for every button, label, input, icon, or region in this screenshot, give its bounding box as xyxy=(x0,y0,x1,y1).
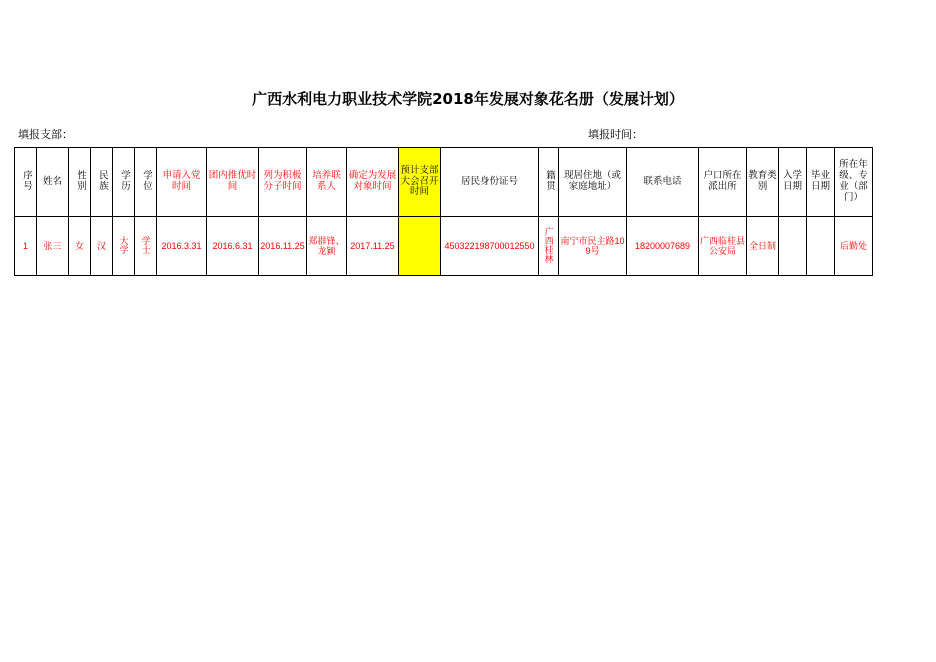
cell-value: 1 xyxy=(22,240,28,251)
table-cell-17[interactable] xyxy=(747,217,779,276)
column-header-1 xyxy=(37,148,69,217)
table-cell-20[interactable] xyxy=(835,217,873,276)
cell-value: 2016.6.31 xyxy=(212,240,253,251)
column-header-6 xyxy=(157,148,207,217)
column-header-11 xyxy=(399,148,441,217)
column-header-label: 学位 xyxy=(140,169,152,191)
column-header-label: 教育类别 xyxy=(748,170,777,192)
column-header-label: 毕业日期 xyxy=(810,170,830,192)
table-cell-7[interactable] xyxy=(207,217,259,276)
column-header-2 xyxy=(69,148,91,217)
table-cell-13[interactable] xyxy=(539,217,559,276)
column-header-4 xyxy=(113,148,135,217)
table-cell-14[interactable] xyxy=(559,217,627,276)
column-header-label: 团内推优时间 xyxy=(208,170,257,192)
column-header-label: 培养联系人 xyxy=(312,170,341,192)
column-header-label: 申请入党时间 xyxy=(162,170,201,192)
table-cell-19[interactable] xyxy=(807,217,835,276)
column-header-label: 籍贯 xyxy=(543,169,555,191)
table-cell-18[interactable] xyxy=(779,217,807,276)
column-header-18 xyxy=(779,148,807,217)
column-header-label: 联系电话 xyxy=(643,175,682,187)
table-cell-16[interactable] xyxy=(699,217,747,276)
table-cell-12[interactable] xyxy=(441,217,539,276)
table-header-row xyxy=(15,148,873,217)
column-header-16 xyxy=(699,148,747,217)
table-cell-6[interactable] xyxy=(157,217,207,276)
cell-value: 2017.11.25 xyxy=(350,240,395,251)
cell-value: 450322198700012550 xyxy=(444,240,535,251)
column-header-label: 现居住地（或家庭地址） xyxy=(563,170,621,192)
table-cell-4[interactable] xyxy=(113,217,135,276)
column-header-19 xyxy=(807,148,835,217)
column-header-label: 民族 xyxy=(96,169,108,191)
cell-value: 大学 xyxy=(118,235,129,254)
table-cell-15[interactable] xyxy=(627,217,699,276)
column-header-17 xyxy=(747,148,779,217)
column-header-label: 姓名 xyxy=(42,175,62,187)
cell-value: 2016.3.31 xyxy=(161,240,202,251)
cell-value: 女 xyxy=(74,240,84,251)
column-header-label: 户口所在派出所 xyxy=(703,170,742,192)
page-title: 广西水利电力职业技术学院2018年发展对象花名册（发展计划） xyxy=(252,90,684,108)
cell-value: 张三 xyxy=(43,240,62,251)
table-cell-0[interactable] xyxy=(15,217,37,276)
column-header-9 xyxy=(307,148,347,217)
column-header-10 xyxy=(347,148,399,217)
cell-value: 18200007689 xyxy=(634,240,691,251)
column-header-14 xyxy=(559,148,627,217)
roster-table xyxy=(14,147,873,276)
branch-label: 填报支部： xyxy=(18,129,73,141)
cell-value: 郑群锋、龙颖 xyxy=(308,235,345,256)
column-header-0 xyxy=(15,148,37,217)
table-cell-2[interactable] xyxy=(69,217,91,276)
cell-value: 汉 xyxy=(96,240,106,251)
column-header-15 xyxy=(627,148,699,217)
cell-value: 学士 xyxy=(140,235,151,254)
column-header-13 xyxy=(539,148,559,217)
table-cell-8[interactable] xyxy=(259,217,307,276)
column-header-20 xyxy=(835,148,873,217)
column-header-7 xyxy=(207,148,259,217)
table-cell-9[interactable] xyxy=(307,217,347,276)
cell-value: 2016.11.25 xyxy=(260,240,305,251)
cell-value: 全日制 xyxy=(748,240,776,251)
column-header-label: 学历 xyxy=(118,169,130,191)
cell-value: 广西临桂县公安局 xyxy=(700,235,746,256)
column-header-label: 性别 xyxy=(74,169,86,191)
table-cell-10[interactable] xyxy=(347,217,399,276)
cell-value: 南宁市民主路109号 xyxy=(560,235,625,256)
fill-date-label: 填报时间： xyxy=(588,129,643,141)
table-cell-11[interactable] xyxy=(399,217,441,276)
column-header-label: 居民身份证号 xyxy=(460,175,518,187)
table-row xyxy=(15,217,873,276)
column-header-label: 确定为发展对象时间 xyxy=(348,170,397,192)
column-header-12 xyxy=(441,148,539,217)
table-cell-5[interactable] xyxy=(135,217,157,276)
cell-value: 广西桂林 xyxy=(543,226,554,263)
column-header-label: 预计支部大会召开时间 xyxy=(400,164,439,198)
column-header-5 xyxy=(135,148,157,217)
table-cell-1[interactable] xyxy=(37,217,69,276)
meta-row xyxy=(0,126,936,142)
column-header-label: 序号 xyxy=(20,169,32,191)
column-header-label: 所在年级、专业（部门） xyxy=(839,159,868,203)
column-header-label: 入学日期 xyxy=(782,170,802,192)
column-header-8 xyxy=(259,148,307,217)
table-cell-3[interactable] xyxy=(91,217,113,276)
cell-value: 后勤处 xyxy=(839,240,867,251)
column-header-3 xyxy=(91,148,113,217)
column-header-label: 列为积极分子时间 xyxy=(263,170,302,192)
